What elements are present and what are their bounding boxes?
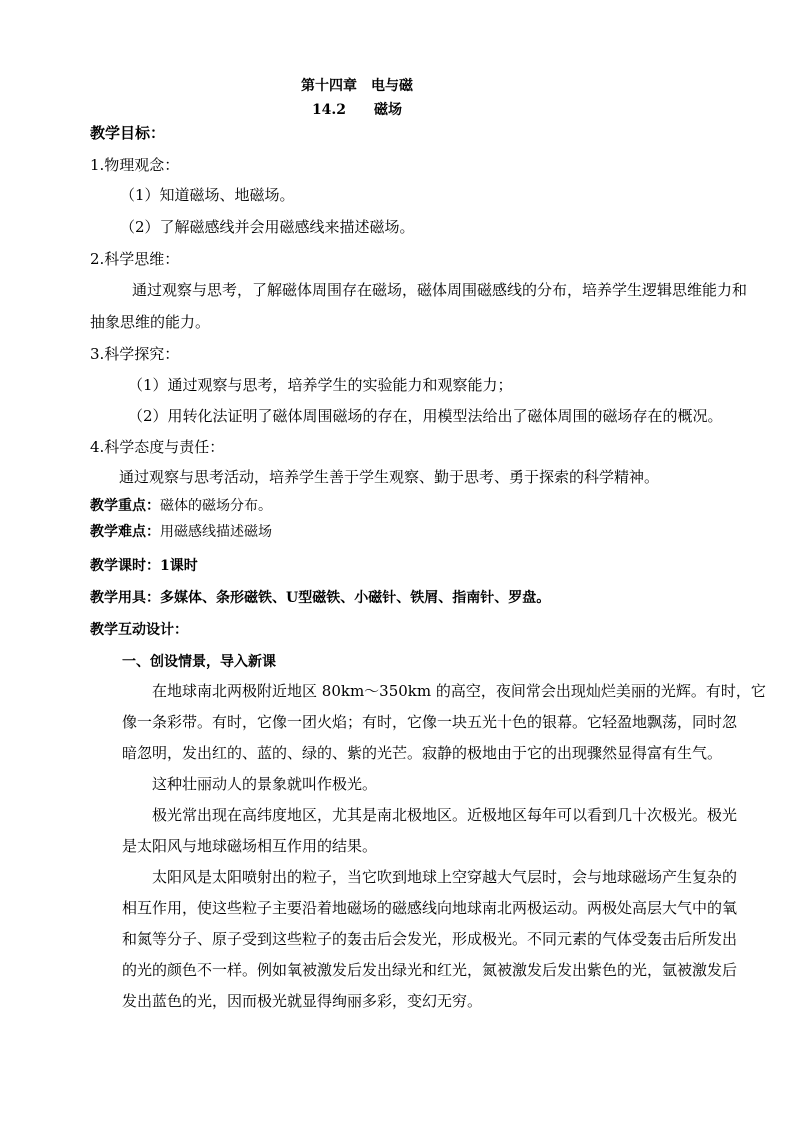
paragraph-line: 的光的颜色不一样。例如氧被激发后发出绿光和红光，氮被激发后发出紫色的光，氩被激发后: [122, 961, 738, 979]
paragraph-line: 是太阳风与地球磁场相互作用的结果。: [122, 837, 378, 855]
paragraph-line: 太阳风是太阳喷射出的粒子，当它吹到地球上空穿越大气层时，会与地球磁场产生复杂的: [152, 868, 738, 886]
scientific-thinking-text: 抽象思维的能力。: [90, 313, 211, 331]
physics-concept-item: （2）了解磁感线并会用磁感线来描述磁场。: [120, 218, 415, 236]
paragraph-line: 发出蓝色的光，因而极光就显得绚丽多彩，变幻无穷。: [122, 992, 483, 1010]
teaching-tools: 教学用具：多媒体、条形磁铁、U型磁铁、小磁针、铁屑、指南针、罗盘。: [90, 590, 551, 606]
attitude-text: 通过观察与思考活动，培养学生善于学生观察、勤于思考、勇于探索的科学精神。: [119, 468, 660, 486]
chapter-title: 第十四章 电与磁: [301, 78, 413, 94]
difficulty-text: 用磁感线描述磁场: [160, 524, 272, 540]
class-hours: 教学课时：1课时: [90, 558, 198, 574]
paragraph-line: 和氮等分子、原子受到这些粒子的轰击后会发光，形成极光。不同元素的气体受轰击后所发出: [122, 930, 738, 948]
difficulty-label: 教学难点：: [90, 524, 160, 540]
scientific-inquiry-item: （1）通过观察与思考，培养学生的实验能力和观察能力；: [128, 376, 513, 394]
attitude-heading: 4.科学态度与责任：: [90, 438, 225, 456]
difficulty: [90, 523, 272, 541]
paragraph-line: 暗忽明，发出红的、蓝的、绿的、紫的光芒。寂静的极地由于它的出现骤然显得富有生气。: [122, 744, 723, 762]
interaction-design-heading: 教学互动设计：: [90, 622, 188, 638]
paragraph-line: 像一条彩带。有时，它像一团火焰；有时，它像一块五光十色的银幕。它轻盈地飘荡，同时忽: [122, 713, 738, 731]
scientific-inquiry-item: （2）用转化法证明了磁体周围磁场的存在，用模型法给出了磁体周围的磁场存在的概况。: [128, 407, 723, 425]
key-point-label: 教学重点：: [90, 498, 160, 514]
paragraph-line: 这种壮丽动人的景象就叫作极光。: [152, 775, 378, 793]
part-one-heading: 一、创设情景，导入新课: [122, 654, 276, 670]
section-title: 14.2 磁场: [311, 102, 403, 118]
paragraph-line: 相互作用，使这些粒子主要沿着地磁场的磁感线向地球南北两极运动。两极处高层大气中的氧: [122, 899, 738, 917]
paragraph-line: 在地球南北两极附近地区 80km～350km 的高空，夜间常会出现灿烂美丽的光辉。有时，它: [152, 682, 766, 700]
key-point: [90, 497, 272, 515]
scientific-inquiry-heading: 3.科学探究：: [90, 345, 180, 363]
key-point-text: 磁体的磁场分布。: [160, 498, 272, 514]
scientific-thinking-text: 通过观察与思考，了解磁体周围存在磁场，磁体周围磁感线的分布，培养学生逻辑思维能力和: [132, 281, 748, 299]
paragraph-line: 极光常出现在高纬度地区，尤其是南北极地区。近极地区每年可以看到几十次极光。极光: [152, 806, 738, 824]
physics-concept-item: （1）知道磁场、地磁场。: [120, 186, 295, 204]
objectives-heading: 教学目标：: [90, 124, 166, 142]
physics-concept-heading: 1.物理观念：: [90, 156, 180, 174]
scientific-thinking-heading: 2.科学思维：: [90, 250, 180, 268]
